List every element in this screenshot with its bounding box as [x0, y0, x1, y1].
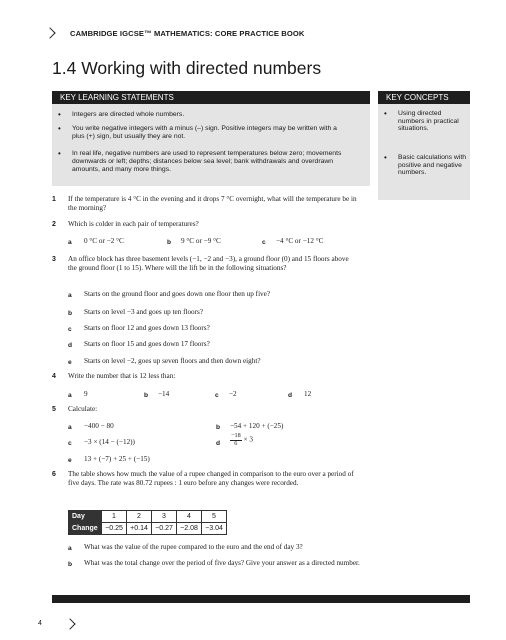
- table-cell: −2.08: [177, 523, 202, 535]
- sub-label: e: [68, 359, 72, 366]
- sub-question: What was the total change over the period of five days? Give your answer as a directed number.: [84, 559, 360, 567]
- key-learning-item: • You write negative integers with a minus (–) sign. Positive integers may be written with a plus (+) sign, but usually they are not.: [72, 125, 342, 141]
- table-cell: 1: [102, 511, 127, 523]
- table-cell: −0.27: [152, 523, 177, 535]
- question-number: 6: [52, 471, 56, 478]
- key-concept-item: • Basic calculations with positive and negative numbers.: [398, 154, 466, 177]
- question-text: If the temperature is 4 °C in the evening and it drops 7 °C overnight, what will the temperature be in the morning?: [68, 195, 357, 212]
- sub-label: e: [68, 457, 72, 464]
- question-number: 5: [52, 406, 56, 413]
- footer-bar: [52, 595, 470, 603]
- sub-question: −4 °C or −12 °C: [276, 237, 324, 245]
- rupee-change-table: [68, 510, 227, 535]
- sub-label: a: [68, 239, 72, 246]
- sub-question: 9 °C or −9 °C: [181, 237, 221, 245]
- table-cell: 3: [152, 511, 177, 523]
- page-number: 4: [38, 620, 42, 627]
- sub-label: c: [68, 326, 72, 333]
- question-text: Calculate:: [68, 405, 98, 413]
- table-cell: 4: [177, 511, 202, 523]
- sub-question-fraction: [230, 433, 253, 447]
- sub-question: 13 + (−7) + 25 + (−15): [84, 455, 150, 463]
- sub-question: 12: [304, 390, 312, 398]
- key-learning-box: [52, 104, 370, 186]
- key-concepts-box: [378, 104, 470, 200]
- question-text: Write the number that is 12 less than:: [68, 372, 176, 380]
- sub-question: −400 − 80: [84, 422, 114, 430]
- key-concepts-heading: KEY CONCEPTS: [378, 91, 470, 104]
- question-number: 1: [52, 196, 56, 203]
- section-title: 1.4 Working with directed numbers: [52, 58, 322, 78]
- key-learning-item: • In real life, negative numbers are used to represent temperatures below zero; movements downwards or left; depths; distances below sea level; bank withdrawals and overdrawn amounts, and many more things.: [72, 150, 342, 174]
- sub-question: Starts on the ground floor and goes down one floor then up five?: [84, 290, 271, 298]
- table-row: [69, 511, 227, 523]
- sub-question: What was the value of the rupee compared to the euro and the end of day 3?: [84, 543, 303, 551]
- question-number: 4: [52, 373, 56, 380]
- sub-label: b: [68, 310, 73, 317]
- sub-question: Starts on floor 15 and goes down 17 floors?: [84, 340, 210, 348]
- fraction-rest: × 3: [243, 435, 253, 444]
- sub-question: −3 × (14 − (−12)): [84, 438, 135, 446]
- question-text: The table shows how much the value of a rupee changed in comparison to the euro over a period of five days. The rate was 80.72 rupees : 1 euro before any changes were recorded.: [68, 470, 354, 487]
- question-text: An office block has three basement levels (−1, −2 and −3), a ground floor (0) and 15 floors above the ground floor (1 to 15). Where will the lift be in the following situations?: [68, 255, 349, 272]
- sub-label: a: [68, 292, 72, 299]
- sub-label: b: [167, 239, 172, 246]
- sub-label: d: [288, 392, 293, 399]
- key-learning-item: • Integers are directed whole numbers.: [72, 111, 342, 119]
- sub-label: d: [216, 440, 221, 447]
- question-number: 3: [52, 256, 56, 263]
- table-cell: −0.25: [102, 523, 127, 535]
- table-cell: −3.04: [202, 523, 227, 535]
- question-number: 2: [52, 221, 56, 228]
- sub-label: b: [216, 424, 221, 431]
- sub-label: b: [144, 392, 149, 399]
- table-cell: 5: [202, 511, 227, 523]
- sub-question: −54 + 120 + (−25): [230, 422, 284, 430]
- table-header-cell: Day: [69, 511, 102, 523]
- sub-label: c: [68, 440, 72, 447]
- sub-label: c: [262, 239, 266, 246]
- chevron-right-icon: [44, 27, 55, 38]
- sub-label: a: [68, 392, 72, 399]
- sub-question: Starts on level −3 and goes up ten floors?: [84, 308, 204, 316]
- fraction-numerator: −18: [231, 432, 241, 439]
- sub-question: −14: [158, 390, 170, 398]
- sub-question: −2: [229, 390, 237, 398]
- sub-question: 0 °C or −2 °C: [84, 237, 124, 245]
- question-text: Which is colder in each pair of temperatures?: [68, 220, 199, 228]
- chevron-right-icon[interactable]: [64, 618, 75, 629]
- sub-label: c: [215, 392, 219, 399]
- sub-question: 9: [84, 390, 88, 398]
- fraction-denominator: 6: [234, 439, 238, 447]
- key-learning-heading: KEY LEARNING STATEMENTS: [52, 91, 370, 104]
- table-cell: 2: [127, 511, 152, 523]
- table-cell: +0.14: [127, 523, 152, 535]
- key-concept-item: • Using directed numbers in practical situations.: [398, 110, 466, 133]
- sub-label: a: [68, 424, 72, 431]
- sub-question: Starts on level −2, goes up seven floors and then down eight?: [84, 357, 261, 365]
- table-row: [69, 523, 227, 535]
- table-header-cell: Change: [69, 523, 102, 535]
- sub-question: Starts on floor 12 and goes down 13 floors?: [84, 324, 210, 332]
- sub-label: a: [68, 545, 72, 552]
- sub-label: b: [68, 561, 73, 568]
- sub-label: d: [68, 342, 73, 349]
- book-title: CAMBRIDGE IGCSE™ MATHEMATICS: CORE PRACTICE BOOK: [70, 29, 305, 38]
